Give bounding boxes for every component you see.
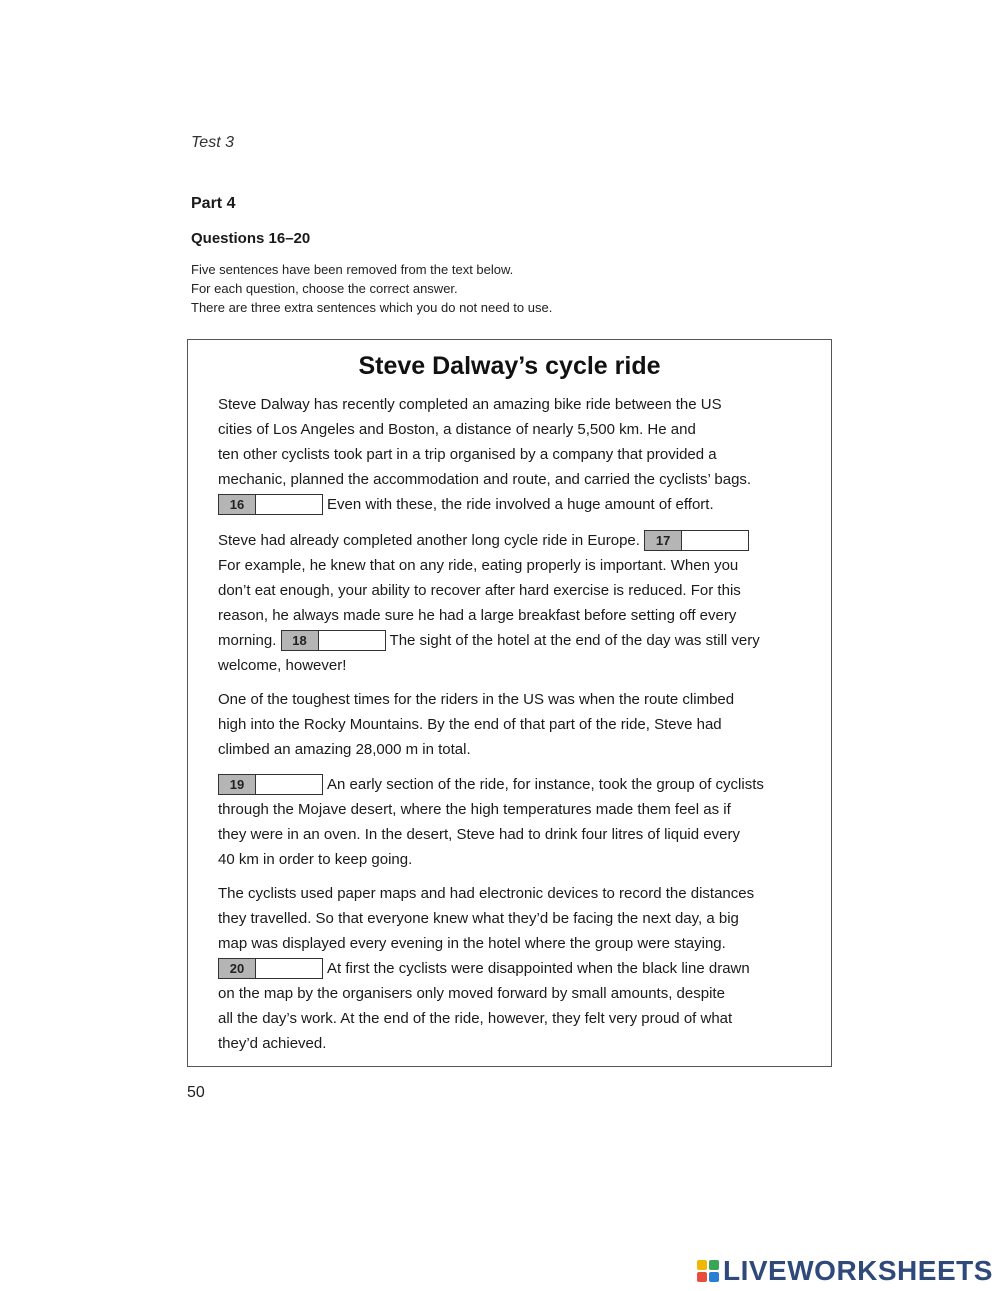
gap-answer-slot[interactable] <box>319 631 385 650</box>
gap-following-text: At first the cyclists were disappointed when the black line drawn <box>327 960 750 977</box>
text-line: they were in an oven. In the desert, Steve had to drink four litres of liquid every <box>218 826 740 843</box>
text-line: mechanic, planned the accommodation and route, and carried the cyclists’ bags. <box>218 471 752 488</box>
text-line <box>218 772 818 797</box>
paragraph-4 <box>218 772 818 872</box>
gap-preceding-text: Steve had already completed another long cycle ride in Europe. <box>218 532 640 549</box>
gap-number: 19 <box>219 775 256 794</box>
text-line: all the day’s work. At the end of the ride, however, they felt very proud of what <box>218 1010 733 1027</box>
text-line: cities of Los Angeles and Boston, a distance of nearly 5,500 km. He and <box>218 421 696 438</box>
answer-gap-17[interactable] <box>644 530 749 551</box>
page-number: 50 <box>187 1084 205 1101</box>
text-line: 40 km in order to keep going. <box>218 851 413 868</box>
instruction-line: Five sentences have been removed from the text below. <box>191 262 514 277</box>
liveworksheets-logo-icon <box>697 1260 719 1282</box>
liveworksheets-brand[interactable] <box>697 1255 993 1287</box>
answer-gap-19[interactable] <box>218 774 323 795</box>
gap-number: 17 <box>645 531 682 550</box>
instructions <box>191 260 552 317</box>
text-line: Steve Dalway has recently completed an amazing bike ride between the US <box>218 396 722 413</box>
gap-number: 16 <box>219 495 256 514</box>
answer-gap-20[interactable] <box>218 958 323 979</box>
text-line: climbed an amazing 28,000 m in total. <box>218 741 471 758</box>
text-line: on the map by the organisers only moved forward by small amounts, despite <box>218 985 725 1002</box>
paragraph-2 <box>218 528 818 678</box>
gap-following-text: An early section of the ride, for instance, took the group of cyclists <box>327 776 764 793</box>
logo-tile <box>709 1260 719 1270</box>
test-label: Test 3 <box>191 134 234 151</box>
text-line <box>218 956 818 981</box>
text-line: through the Mojave desert, where the high temperatures made them feel as if <box>218 801 731 818</box>
questions-title: Questions 16–20 <box>191 230 311 247</box>
paragraph-5 <box>218 881 818 1056</box>
text-line: they’d achieved. <box>218 1035 327 1052</box>
brand-name: LIVEWORKSHEETS <box>723 1255 993 1286</box>
article-title: Steve Dalway’s cycle ride <box>358 352 661 380</box>
answer-gap-18[interactable] <box>281 630 386 651</box>
paragraph-1 <box>218 392 818 517</box>
gap-following-text: The sight of the hotel at the end of the day was still very <box>389 632 760 649</box>
gap-answer-slot[interactable] <box>256 495 322 514</box>
text-line <box>218 492 818 517</box>
gap-number: 18 <box>282 631 319 650</box>
gap-answer-slot[interactable] <box>256 959 322 978</box>
article-box <box>187 339 832 1067</box>
text-line: welcome, however! <box>218 657 347 674</box>
gap-answer-slot[interactable] <box>256 775 322 794</box>
text-line: One of the toughest times for the riders in the US was when the route climbed <box>218 691 735 708</box>
gap-preceding-text: morning. <box>218 632 277 649</box>
paragraph-3 <box>218 687 818 762</box>
text-line: they travelled. So that everyone knew what they’d be facing the next day, a big <box>218 910 739 927</box>
text-line: high into the Rocky Mountains. By the end of that part of the ride, Steve had <box>218 716 722 733</box>
logo-tile <box>697 1272 707 1282</box>
text-line <box>218 628 818 653</box>
text-line: don’t eat enough, your ability to recover after hard exercise is reduced. For this <box>218 582 741 599</box>
text-line: ten other cyclists took part in a trip organised by a company that provided a <box>218 446 717 463</box>
text-line: reason, he always made sure he had a large breakfast before setting off every <box>218 607 737 624</box>
gap-following-text: Even with these, the ride involved a huge amount of effort. <box>327 496 714 513</box>
text-line <box>218 528 818 553</box>
text-line: map was displayed every evening in the hotel where the group were staying. <box>218 935 726 952</box>
gap-answer-slot[interactable] <box>682 531 748 550</box>
logo-tile <box>709 1272 719 1282</box>
part-title: Part 4 <box>191 195 236 212</box>
gap-number: 20 <box>219 959 256 978</box>
answer-gap-16[interactable] <box>218 494 323 515</box>
text-line: For example, he knew that on any ride, eating properly is important. When you <box>218 557 739 574</box>
instruction-line: For each question, choose the correct answer. <box>191 281 458 296</box>
logo-tile <box>697 1260 707 1270</box>
instruction-line: There are three extra sentences which you do not need to use. <box>191 300 553 315</box>
text-line: The cyclists used paper maps and had electronic devices to record the distances <box>218 885 755 902</box>
